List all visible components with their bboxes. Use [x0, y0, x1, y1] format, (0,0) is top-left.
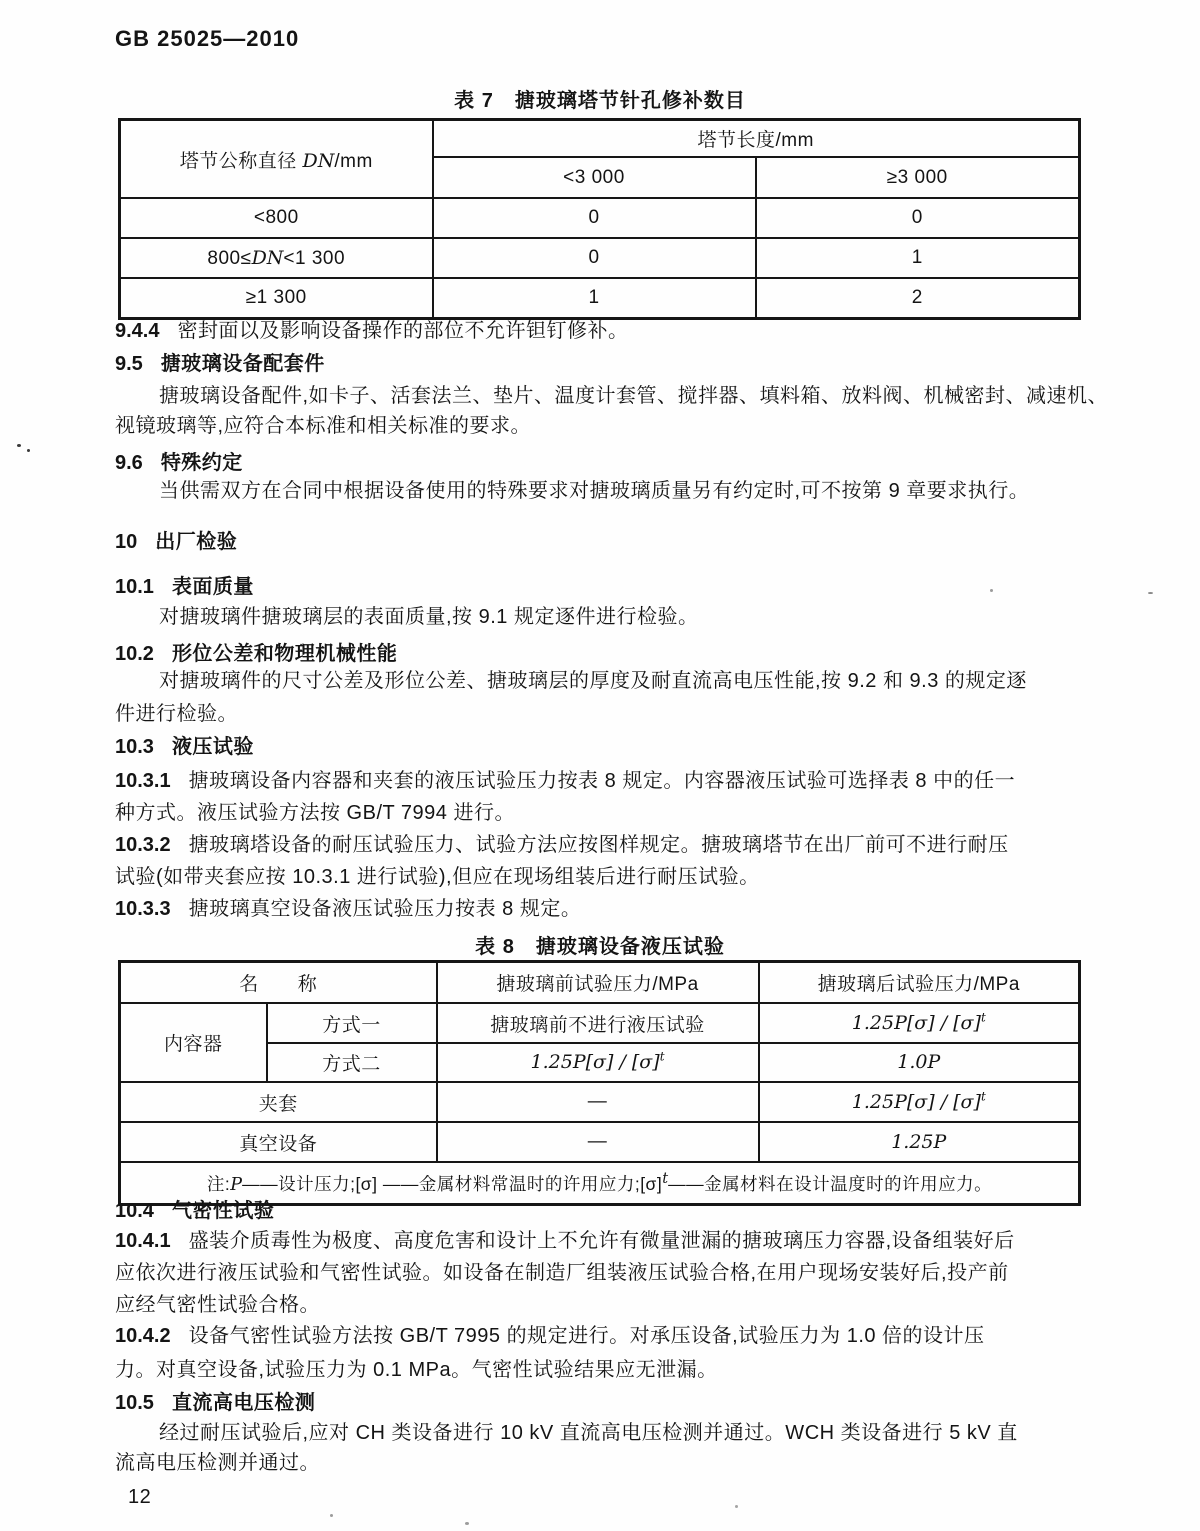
paragraph-line: 当供需双方在合同中根据设备使用的特殊要求对搪玻璃质量另有约定时,可不按第 9 章要求执行。 — [159, 480, 1030, 502]
paragraph-line: 试验(如带夹套应按 10.3.1 进行试验),但应在现场组装后进行耐压试验。 — [115, 866, 760, 888]
table7-value: 2 — [756, 278, 1080, 319]
paragraph-line: 应依次进行液压试验和气密性试验。如设备在制造厂组装液压试验合格,在用户现场安装好后,投产前 — [115, 1262, 1009, 1284]
scan-artifact — [735, 1505, 738, 1508]
table7-caption: 表 7 搪玻璃塔节针孔修补数目 — [454, 90, 746, 112]
table7-row-label: <800 — [120, 198, 433, 238]
clause-10-3-3: 10.3.3 搪玻璃真空设备液压试验压力按表 8 规定。 — [115, 898, 582, 920]
table8-cell — [759, 1003, 1080, 1043]
table-row — [120, 1122, 1080, 1162]
table8-header-before: 搪玻璃前试验压力/MPa — [437, 962, 759, 1004]
clause-10-4-2: 10.4.2 设备气密性试验方法按 GB/T 7995 的规定进行。对承压设备,试验压力为 1.0 倍的设计压 — [115, 1325, 985, 1347]
paragraph-line: 力。对真空设备,试验压力为 0.1 MPa。气密性试验结果应无泄漏。 — [115, 1359, 718, 1381]
table7-header-diameter: 塔节公称直径 DN/mm — [120, 120, 433, 199]
scan-artifact — [1148, 592, 1153, 594]
table-row — [120, 238, 1080, 278]
dn-symbol: DN — [251, 246, 284, 269]
clause-10-3-1: 10.3.1 搪玻璃设备内容器和夹套的液压试验压力按表 8 规定。内容器液压试验可选择表 8 中的任一 — [115, 770, 1016, 792]
paragraph-line: 视镜玻璃等,应符合本标准和相关标准的要求。 — [115, 415, 532, 437]
heading-10-4: 10.4 气密性试验 — [115, 1200, 275, 1222]
table7-value: 0 — [756, 198, 1080, 238]
scan-artifact — [465, 1522, 469, 1525]
paragraph-line: 搪玻璃设备配件,如卡子、活套法兰、垫片、温度计套管、搅拌器、填料箱、放料阀、机械密封、减速机、 — [159, 385, 1109, 407]
clause-number: 9.4.4 — [115, 320, 160, 342]
table-row — [120, 198, 1080, 238]
table8-row-vacuum: 真空设备 — [120, 1122, 437, 1162]
table8-method: 方式一 — [267, 1003, 437, 1043]
pressure-formula: $1.25P[\sigma] / [\sigma]^t$ — [851, 1089, 986, 1113]
paragraph-line: 应经气密性试验合格。 — [115, 1294, 320, 1316]
paragraph-line: 件进行检验。 — [115, 703, 238, 725]
table7-subheader-gte3000: ≥3 000 — [756, 157, 1080, 198]
pressure-formula: $1.25P[\sigma] / [\sigma]^t$ — [530, 1049, 665, 1073]
table8-cell — [437, 1043, 759, 1082]
scan-artifact — [17, 444, 21, 447]
heading-10-2: 10.2 形位公差和物理机械性能 — [115, 643, 398, 665]
table8-cell — [759, 1082, 1080, 1122]
heading-10-1: 10.1 表面质量 — [115, 576, 254, 598]
paragraph-line: 种方式。液压试验方法按 GB/T 7994 进行。 — [115, 802, 515, 824]
table7-header-length: 塔节长度/mm — [433, 120, 1080, 158]
table8-header-name: 名 称 — [120, 962, 437, 1004]
table7-value: 0 — [433, 198, 756, 238]
table-row — [120, 1003, 1080, 1043]
heading-10-5: 10.5 直流高电压检测 — [115, 1392, 316, 1414]
table-row — [120, 1082, 1080, 1122]
standard-number: GB 25025—2010 — [115, 26, 300, 51]
table8-cell: — — [437, 1082, 759, 1122]
table8-note: 注:P——设计压力;[σ] ——金属材料常温时的许用应力$;[\sigma]^t——$金属材料在设计温度时的许用应力。 — [120, 1162, 1080, 1205]
paragraph-line: 流高电压检测并通过。 — [115, 1452, 320, 1474]
clause-10-3-2: 10.3.2 搪玻璃塔设备的耐压试验压力、试验方法应按图样规定。搪玻璃塔节在出厂前可不进行耐压 — [115, 834, 1009, 856]
table7 — [118, 118, 1081, 320]
clause-10-4-1: 10.4.1 盛装介质毒性为极度、高度危害和设计上不允许有微量泄漏的搪玻璃压力容器,设备组装好后 — [115, 1230, 1015, 1252]
table7-value: 1 — [433, 278, 756, 319]
table8-cell: 搪玻璃前不进行液压试验 — [437, 1003, 759, 1043]
table7-value: 1 — [756, 238, 1080, 278]
table8-cell: 1.0P — [759, 1043, 1080, 1082]
table8-header-after: 搪玻璃后试验压力/MPa — [759, 962, 1080, 1004]
table8-cell: — — [437, 1122, 759, 1162]
table8-group-inner-vessel: 内容器 — [120, 1003, 267, 1082]
paragraph-line: 对搪玻璃件搪玻璃层的表面质量,按 9.1 规定逐件进行检验。 — [159, 606, 699, 628]
table7-row-label: 800≤DN<1 300 — [120, 238, 433, 278]
paragraph-line: 经过耐压试验后,应对 CH 类设备进行 10 kV 直流高电压检测并通过。WCH 类设备进行 5 kV 直 — [159, 1422, 1018, 1444]
table7-row-label: ≥1 300 — [120, 278, 433, 319]
table7-value: 0 — [433, 238, 756, 278]
dn-symbol: DN — [302, 149, 335, 172]
heading-9-5: 9.5 搪玻璃设备配套件 — [115, 353, 325, 375]
table7-subheader-lt3000: <3 000 — [433, 157, 756, 198]
table-row — [120, 278, 1080, 319]
heading-9-6: 9.6 特殊约定 — [115, 452, 243, 474]
table8-row-jacket: 夹套 — [120, 1082, 437, 1122]
clause-text: 密封面以及影响设备操作的部位不允许钽钉修补。 — [177, 320, 629, 342]
table8-cell: 1.25P — [759, 1122, 1080, 1162]
scan-artifact — [330, 1514, 333, 1517]
heading-10-3: 10.3 液压试验 — [115, 736, 254, 758]
pressure-formula: $1.25P[\sigma] / [\sigma]^t$ — [851, 1010, 986, 1034]
table8-caption: 表 8 搪玻璃设备液压试验 — [475, 936, 725, 958]
table8-method: 方式二 — [267, 1043, 437, 1082]
paragraph-line: 对搪玻璃件的尺寸公差及形位公差、搪玻璃层的厚度及耐直流高电压性能,按 9.2 和 9.3 的规定逐 — [159, 670, 1027, 692]
clause-9-4-4 — [115, 318, 628, 344]
scan-artifact — [27, 449, 30, 452]
table8 — [118, 960, 1081, 1206]
scan-artifact — [990, 589, 993, 592]
heading-10: 10 出厂检验 — [115, 531, 238, 553]
page-number: 12 — [128, 1486, 152, 1508]
